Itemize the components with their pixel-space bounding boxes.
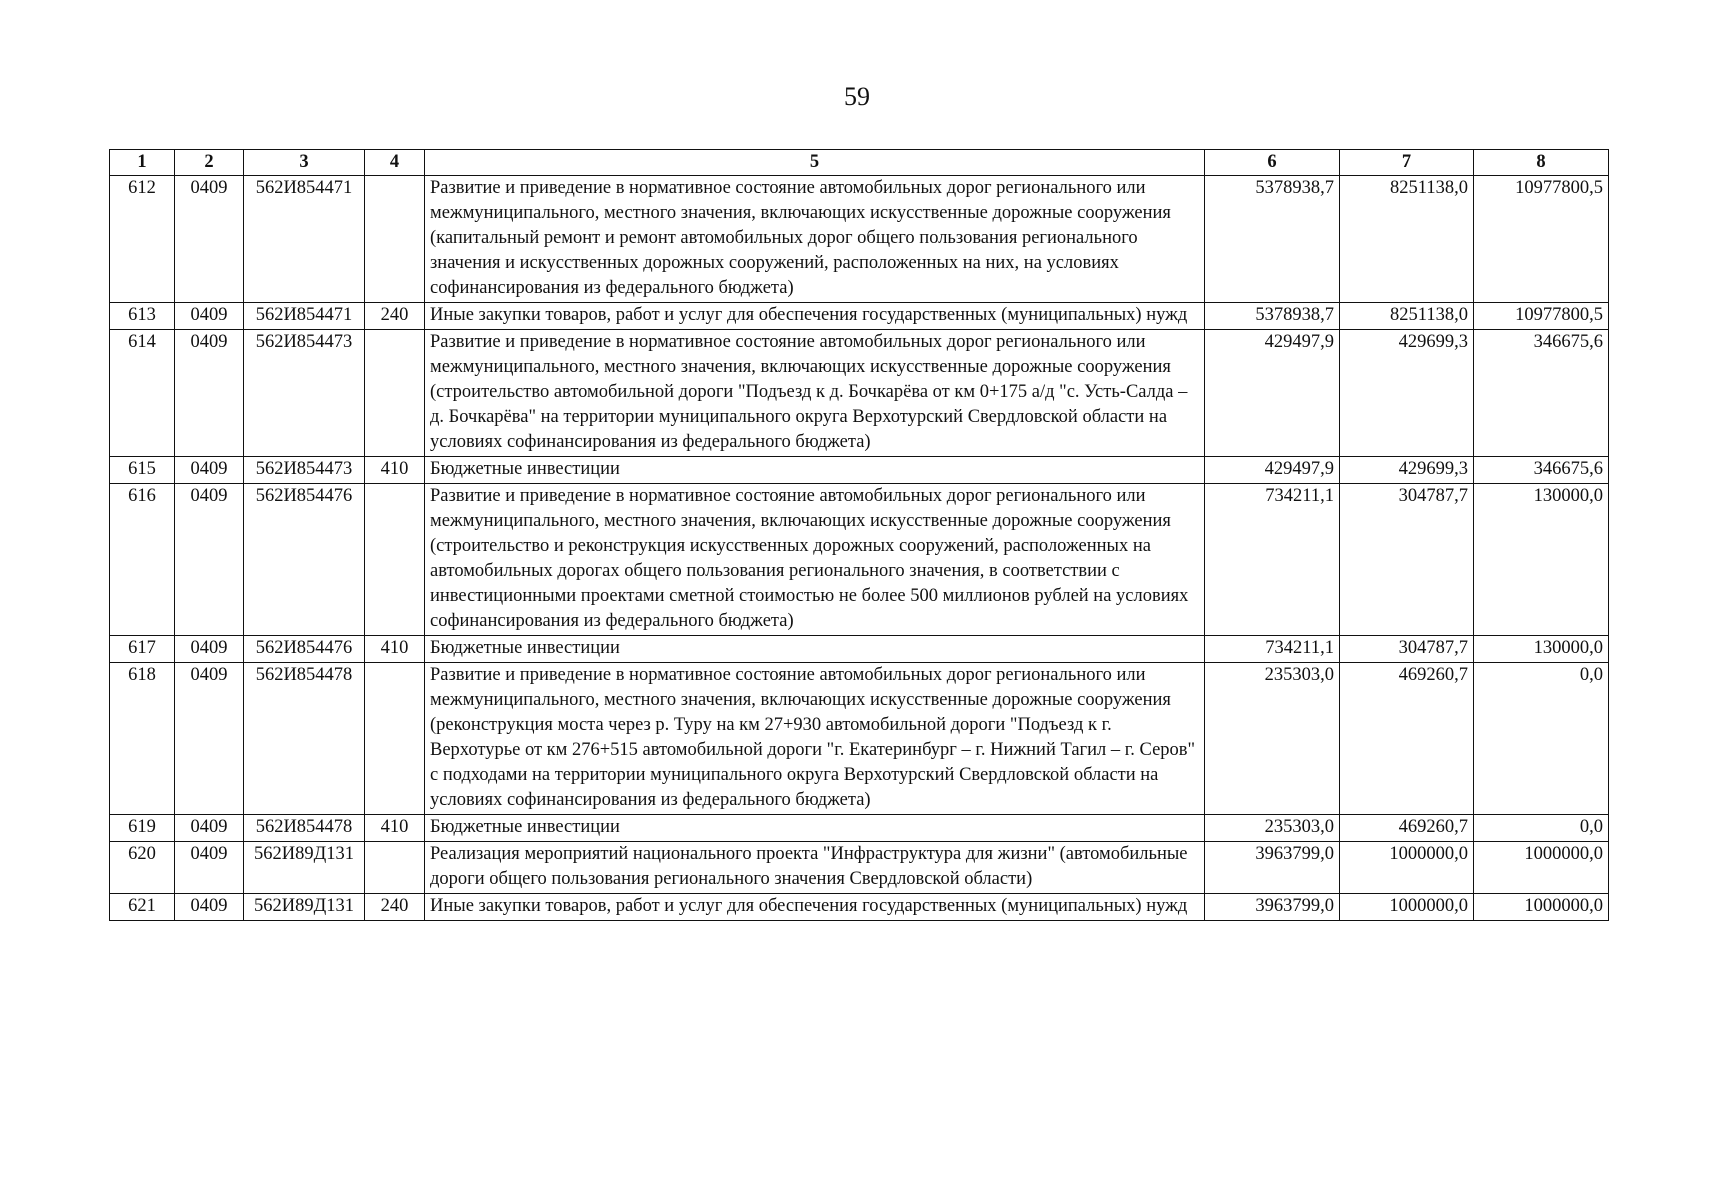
table-row [110, 636, 1609, 663]
amount-col-6: 5378938,7 [1205, 303, 1340, 330]
row-number: 616 [110, 484, 175, 636]
target-article-code: 562И854478 [244, 815, 365, 842]
description: Бюджетные инвестиции [425, 636, 1205, 663]
section-code: 0409 [175, 176, 244, 303]
target-article-code: 562И854473 [244, 457, 365, 484]
header-cell: 6 [1205, 150, 1340, 176]
description: Реализация мероприятий национального проекта "Инфраструктура для жизни" (автомобильные дороги общего пользования регионального значения Свердловской области) [425, 842, 1205, 894]
section-code: 0409 [175, 303, 244, 330]
row-number: 612 [110, 176, 175, 303]
table-row [110, 303, 1609, 330]
amount-col-8: 346675,6 [1474, 457, 1609, 484]
target-article-code: 562И854471 [244, 303, 365, 330]
amount-col-8: 1000000,0 [1474, 842, 1609, 894]
table-row [110, 663, 1609, 815]
expense-type-code: 410 [365, 636, 425, 663]
header-row [110, 150, 1609, 176]
amount-col-8: 130000,0 [1474, 636, 1609, 663]
section-code: 0409 [175, 330, 244, 457]
header-cell: 3 [244, 150, 365, 176]
amount-col-8: 1000000,0 [1474, 894, 1609, 921]
description: Развитие и приведение в нормативное состояние автомобильных дорог регионального или межмуниципального, местного значения, включающих искусственные дорожные сооружения (капитальный ремонт и ремонт автомобильных дорог общего пользования регионального значения и искусственных дорожных сооружений, расположенных на них, на условиях софинансирования из федерального бюджета) [425, 176, 1205, 303]
expense-type-code: 240 [365, 894, 425, 921]
amount-col-7: 429699,3 [1340, 330, 1474, 457]
table-row [110, 815, 1609, 842]
amount-col-8: 0,0 [1474, 663, 1609, 815]
target-article-code: 562И854476 [244, 484, 365, 636]
row-number: 620 [110, 842, 175, 894]
amount-col-6: 3963799,0 [1205, 842, 1340, 894]
budget-table [109, 149, 1609, 921]
header-cell: 4 [365, 150, 425, 176]
amount-col-7: 1000000,0 [1340, 894, 1474, 921]
table-row [110, 457, 1609, 484]
amount-col-8: 10977800,5 [1474, 303, 1609, 330]
amount-col-6: 3963799,0 [1205, 894, 1340, 921]
amount-col-6: 734211,1 [1205, 636, 1340, 663]
amount-col-7: 304787,7 [1340, 636, 1474, 663]
amount-col-7: 429699,3 [1340, 457, 1474, 484]
expense-type-code [365, 176, 425, 303]
table-row [110, 842, 1609, 894]
amount-col-7: 1000000,0 [1340, 842, 1474, 894]
amount-col-7: 304787,7 [1340, 484, 1474, 636]
description: Иные закупки товаров, работ и услуг для обеспечения государственных (муниципальных) нужд [425, 303, 1205, 330]
target-article-code: 562И854471 [244, 176, 365, 303]
amount-col-7: 8251138,0 [1340, 303, 1474, 330]
amount-col-8: 0,0 [1474, 815, 1609, 842]
table-row [110, 330, 1609, 457]
section-code: 0409 [175, 815, 244, 842]
header-cell: 8 [1474, 150, 1609, 176]
row-number: 617 [110, 636, 175, 663]
expense-type-code [365, 330, 425, 457]
amount-col-8: 346675,6 [1474, 330, 1609, 457]
target-article-code: 562И854473 [244, 330, 365, 457]
amount-col-7: 469260,7 [1340, 815, 1474, 842]
description: Иные закупки товаров, работ и услуг для обеспечения государственных (муниципальных) нужд [425, 894, 1205, 921]
expense-type-code: 410 [365, 815, 425, 842]
amount-col-8: 10977800,5 [1474, 176, 1609, 303]
section-code: 0409 [175, 842, 244, 894]
section-code: 0409 [175, 636, 244, 663]
amount-col-6: 5378938,7 [1205, 176, 1340, 303]
description: Развитие и приведение в нормативное состояние автомобильных дорог регионального или межмуниципального, местного значения, включающих искусственные дорожные сооружения (строительство и реконструкция искусственных дорожных сооружений, расположенных на автомобильных дорогах общего пользования регионального значения, в соответствии с инвестиционными проектами сметной стоимостью не более 500 миллионов рублей на условиях софинансирования из федерального бюджета) [425, 484, 1205, 636]
target-article-code: 562И89Д131 [244, 894, 365, 921]
section-code: 0409 [175, 484, 244, 636]
row-number: 619 [110, 815, 175, 842]
amount-col-6: 429497,9 [1205, 457, 1340, 484]
amount-col-6: 734211,1 [1205, 484, 1340, 636]
header-cell: 7 [1340, 150, 1474, 176]
amount-col-8: 130000,0 [1474, 484, 1609, 636]
header-cell: 5 [425, 150, 1205, 176]
amount-col-6: 235303,0 [1205, 663, 1340, 815]
section-code: 0409 [175, 457, 244, 484]
target-article-code: 562И854478 [244, 663, 365, 815]
target-article-code: 562И89Д131 [244, 842, 365, 894]
page-number: 59 [844, 82, 870, 111]
expense-type-code [365, 484, 425, 636]
table-row [110, 484, 1609, 636]
table-row [110, 176, 1609, 303]
description: Развитие и приведение в нормативное состояние автомобильных дорог регионального или межмуниципального, местного значения, включающих искусственные дорожные сооружения (строительство автомобильной дороги "Подъезд к д. Бочкарёва от км 0+175 а/д "с. Усть-Салда – д. Бочкарёва" на территории муниципального округа Верхотурский Свердловской области на условиях софинансирования из федерального бюджета) [425, 330, 1205, 457]
description: Бюджетные инвестиции [425, 815, 1205, 842]
description: Развитие и приведение в нормативное состояние автомобильных дорог регионального или межмуниципального, местного значения, включающих искусственные дорожные сооружения (реконструкция моста через р. Туру на км 27+930 автомобильной дороги "Подъезд к г. Верхотурье от км 276+515 автомобильной дороги "г. Екатеринбург – г. Нижний Тагил – г. Серов" с подходами на территории муниципального округа Верхотурский Свердловской области на условиях софинансирования из федерального бюджета) [425, 663, 1205, 815]
section-code: 0409 [175, 894, 244, 921]
amount-col-7: 8251138,0 [1340, 176, 1474, 303]
header-cell: 1 [110, 150, 175, 176]
row-number: 613 [110, 303, 175, 330]
table-row [110, 894, 1609, 921]
amount-col-6: 429497,9 [1205, 330, 1340, 457]
expense-type-code: 410 [365, 457, 425, 484]
row-number: 615 [110, 457, 175, 484]
amount-col-7: 469260,7 [1340, 663, 1474, 815]
row-number: 614 [110, 330, 175, 457]
expense-type-code [365, 842, 425, 894]
expense-type-code: 240 [365, 303, 425, 330]
description: Бюджетные инвестиции [425, 457, 1205, 484]
target-article-code: 562И854476 [244, 636, 365, 663]
amount-col-6: 235303,0 [1205, 815, 1340, 842]
row-number: 618 [110, 663, 175, 815]
header-cell: 2 [175, 150, 244, 176]
section-code: 0409 [175, 663, 244, 815]
row-number: 621 [110, 894, 175, 921]
expense-type-code [365, 663, 425, 815]
